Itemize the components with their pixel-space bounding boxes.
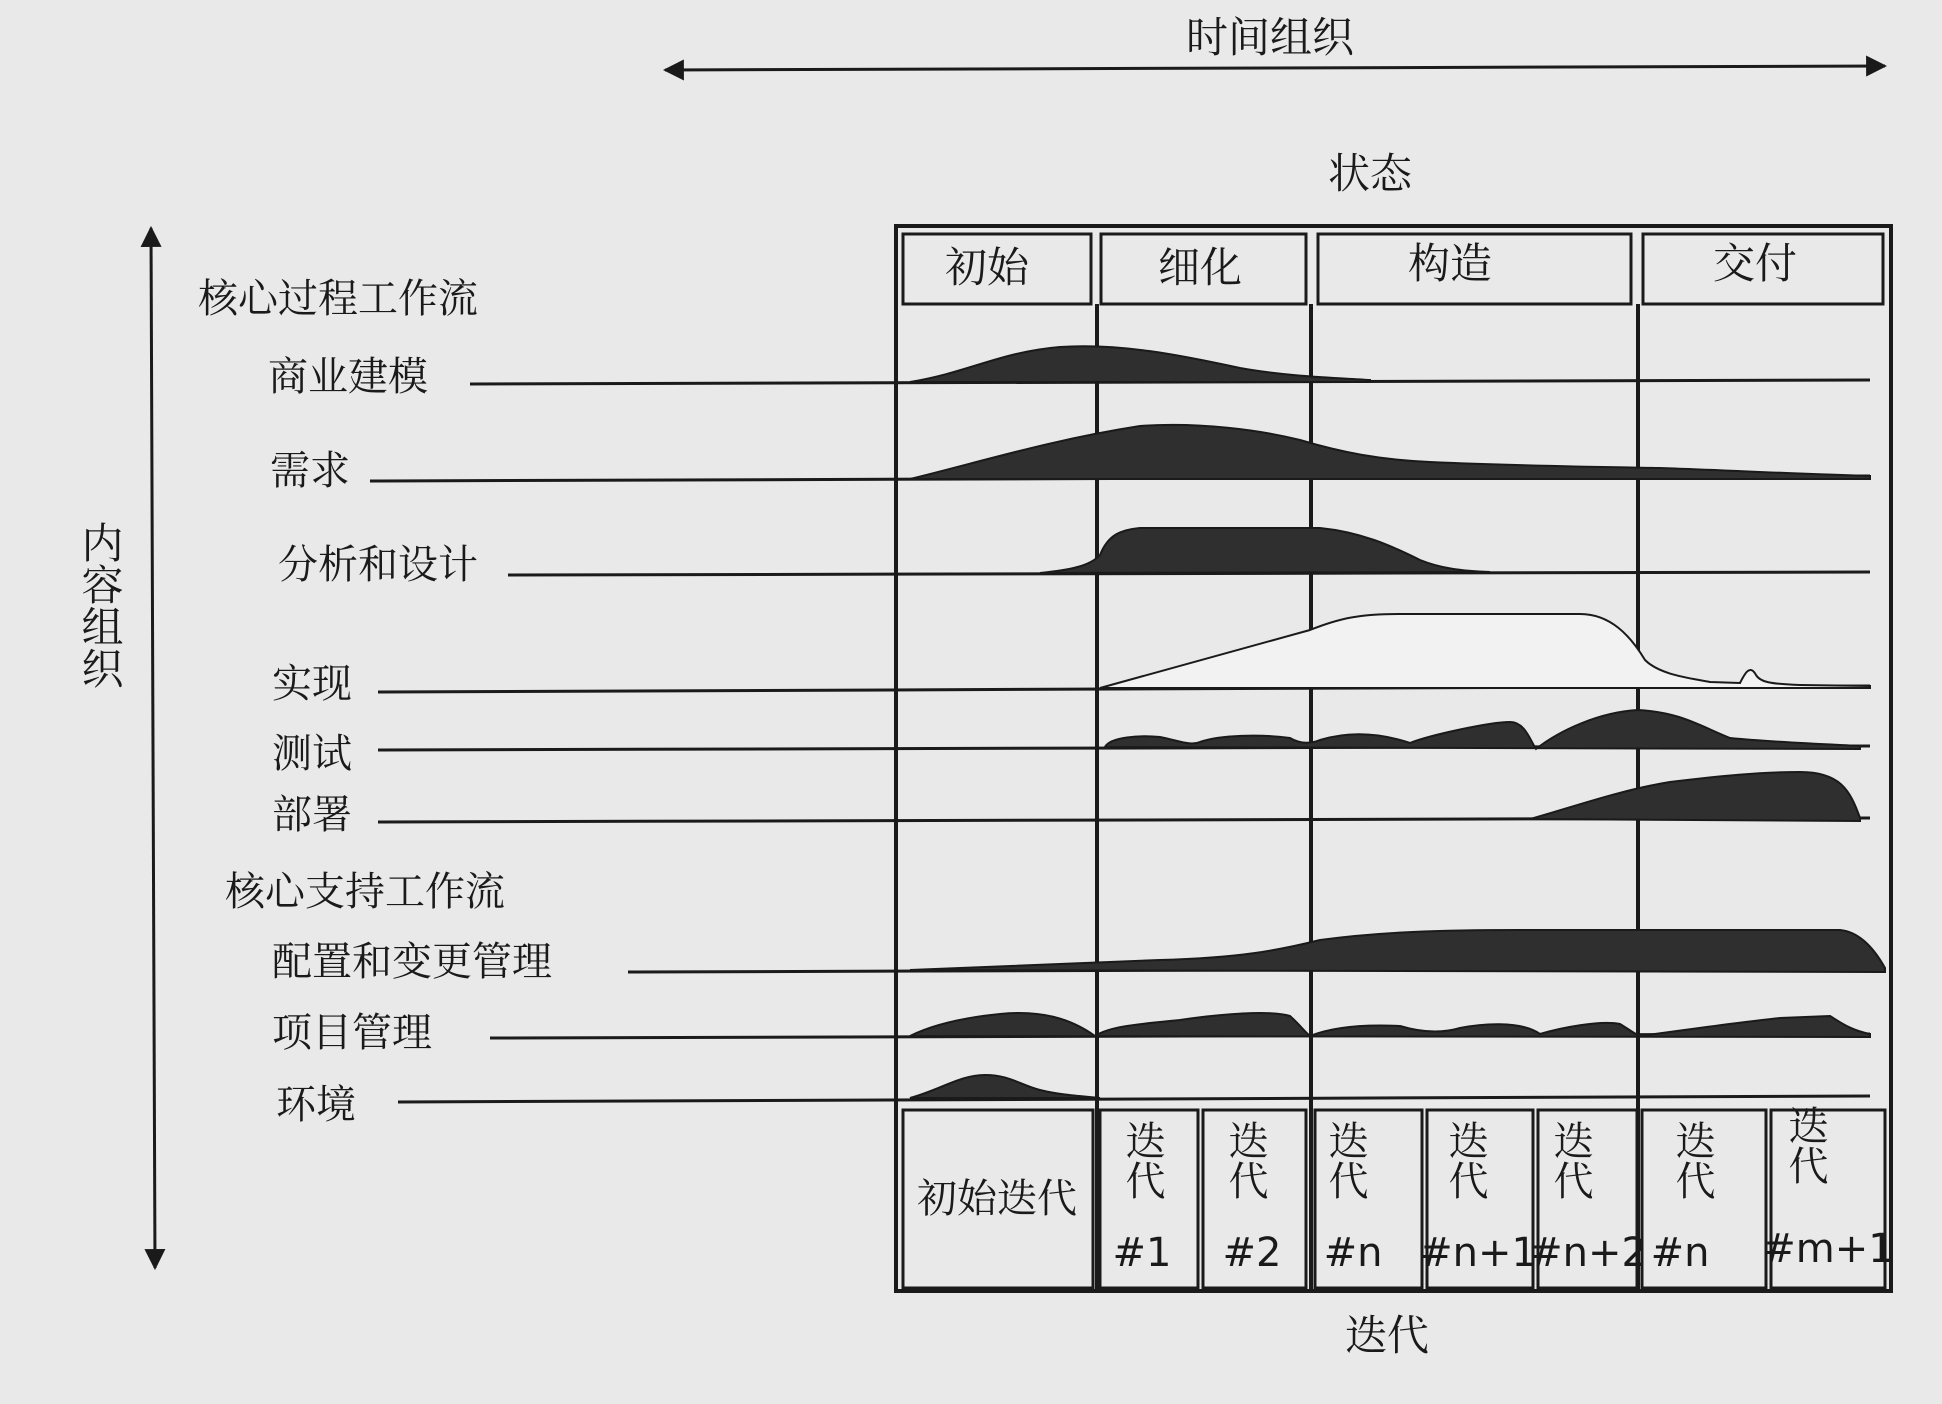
iteration-number: #n <box>1650 1230 1710 1276</box>
baseline <box>398 1096 1870 1102</box>
profile-requirements <box>910 425 1870 479</box>
iteration-label: 迭代 <box>1442 1120 1488 1200</box>
workflow-label-environment: 环境 <box>276 1082 356 1128</box>
time-axis-arrow <box>665 66 1885 70</box>
phase-axis-label: 状态 <box>1327 149 1413 198</box>
workflow-label-implementation: 实现 <box>272 661 352 707</box>
phase-label-elaboration: 细化 <box>1157 243 1243 292</box>
workflow-label-config-change: 配置和变更管理 <box>272 939 552 985</box>
iteration-labels <box>917 1105 1894 1276</box>
content-axis-label: 内容组织 <box>75 521 125 689</box>
iteration-axis-label: 迭代 <box>1344 1311 1430 1360</box>
workflow-label-test: 测试 <box>272 731 352 777</box>
iteration-number: #m+1 <box>1762 1226 1894 1272</box>
workflow-label-business-modeling: 商业建模 <box>268 354 428 400</box>
phase-label-transition: 交付 <box>1712 239 1798 288</box>
iteration-label: 迭代 <box>1322 1120 1368 1200</box>
iteration-label: 迭代 <box>1119 1120 1165 1200</box>
profile-implementation <box>1100 614 1870 688</box>
iteration-label: 迭代 <box>1547 1120 1593 1200</box>
iteration-number: #n <box>1323 1230 1383 1276</box>
iteration-number: #n+2 <box>1529 1230 1647 1276</box>
diagram-frame <box>896 226 1894 1291</box>
iteration-label: 迭代 <box>1782 1105 1828 1185</box>
workflow-labels <box>268 354 552 1128</box>
workflow-label-requirements: 需求 <box>270 448 350 494</box>
core-process-title: 核心过程工作流 <box>198 276 478 322</box>
time-axis-label: 时间组织 <box>1185 13 1355 62</box>
profile-test <box>1105 710 1860 749</box>
workflow-label-analysis-design: 分析和设计 <box>278 542 478 588</box>
phase-label-construction: 构造 <box>1407 239 1493 288</box>
iteration-label: 迭代 <box>1222 1120 1268 1200</box>
iteration-number: #2 <box>1222 1230 1282 1276</box>
iteration-number: #1 <box>1112 1230 1172 1276</box>
profile-config-change <box>910 930 1885 972</box>
iteration-number: #n+1 <box>1419 1230 1537 1276</box>
core-support-title: 核心支持工作流 <box>225 869 505 915</box>
profile-project-mgmt <box>910 1013 1870 1037</box>
phase-header <box>903 234 1883 304</box>
activity-profiles <box>910 346 1885 1098</box>
profile-environment <box>910 1075 1100 1098</box>
content-axis-arrow <box>151 228 155 1268</box>
phase-label-inception: 初始 <box>944 243 1030 292</box>
workflow-label-deployment: 部署 <box>272 792 352 838</box>
iteration-label: 迭代 <box>1669 1120 1715 1200</box>
workflow-label-project-mgmt: 项目管理 <box>272 1010 432 1056</box>
profile-analysis-design <box>1040 528 1490 573</box>
profile-business-modeling <box>910 346 1370 382</box>
profile-deployment <box>1530 772 1860 821</box>
iteration-initial-label: 初始迭代 <box>917 1176 1077 1222</box>
